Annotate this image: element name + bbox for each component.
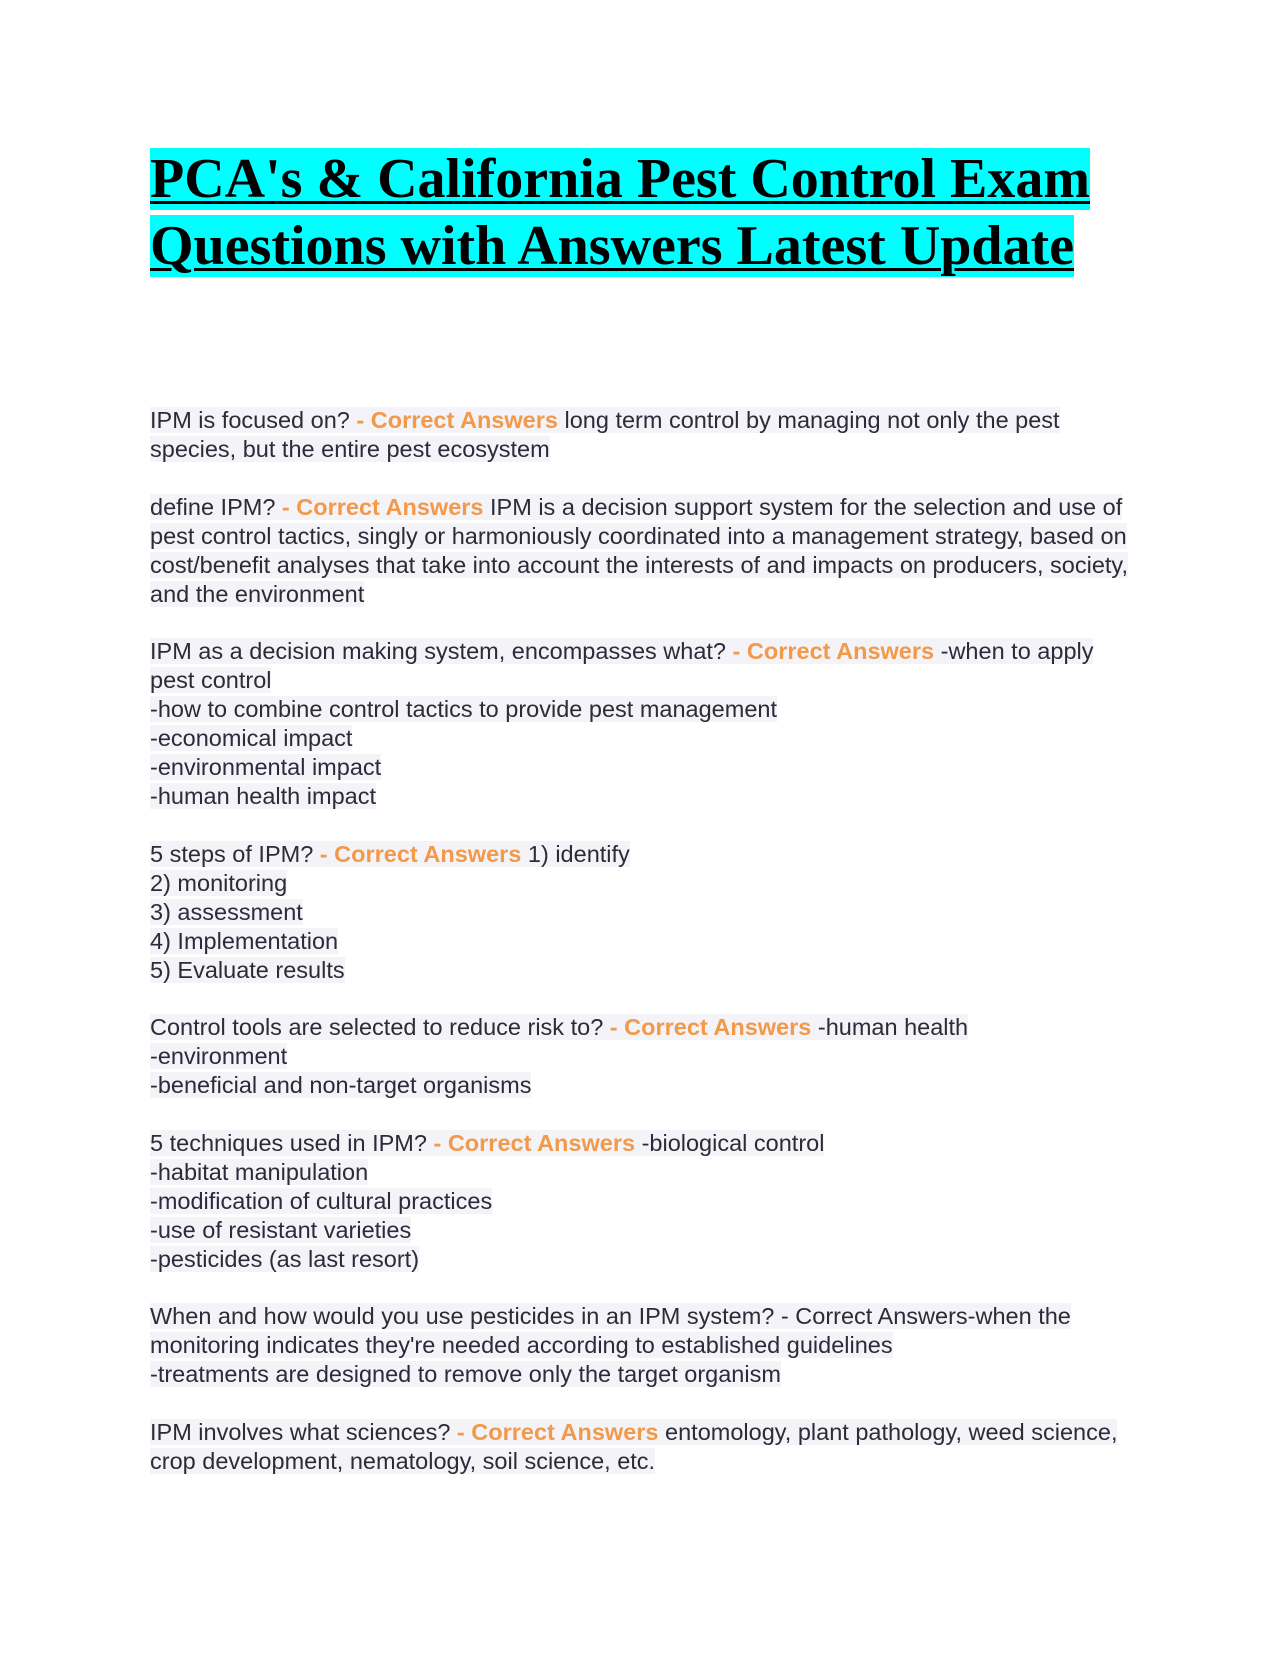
answer-line: 2) monitoring xyxy=(150,869,288,896)
question-text: Control tools are selected to reduce risk to? xyxy=(150,1014,604,1040)
answer-line: -beneficial and non-target organisms xyxy=(150,1072,532,1098)
question-text: When and how would you use pesticides in an IPM system? xyxy=(150,1303,775,1329)
question-text: IPM as a decision making system, encompasses what? xyxy=(150,638,727,664)
answer-line: -economical impact xyxy=(150,725,353,751)
answer-line: -environment xyxy=(150,1043,288,1069)
correct-answers-label: - Correct Answers xyxy=(774,1303,968,1329)
answer-line: long term control by managing not only the pest species, but the entire pest ecosystem xyxy=(150,407,1060,462)
correct-answers-label: - Correct Answers xyxy=(603,1014,818,1040)
qa-item xyxy=(150,840,1130,985)
qa-text xyxy=(150,1130,824,1272)
qa-item xyxy=(150,1013,1130,1100)
question-text: 5 steps of IPM? xyxy=(150,840,314,867)
answer-line: entomology, plant pathology, weed science, crop development, nematology, soil science, etc. xyxy=(150,1418,1118,1474)
qa-item xyxy=(150,1418,1130,1476)
correct-answers-label: - Correct Answers xyxy=(313,840,528,867)
question-text: IPM is focused on? xyxy=(150,407,350,433)
qa-item xyxy=(150,406,1130,464)
answer-line: 5) Evaluate results xyxy=(150,956,345,983)
answer-line: -when to apply pest control xyxy=(150,638,1094,693)
answer-line: -modification of cultural practices xyxy=(150,1187,493,1214)
answer-line: -use of resistant varieties xyxy=(150,1216,412,1243)
qa-item xyxy=(150,637,1130,811)
answer-line: -treatments are designed to remove only the target organism xyxy=(150,1361,781,1387)
answer-line: -environmental impact xyxy=(150,754,382,780)
document-title xyxy=(150,146,1150,280)
answer-line: 4) Implementation xyxy=(150,927,339,954)
qa-item xyxy=(150,1129,1130,1274)
qa-text xyxy=(150,841,630,983)
correct-answers-label: - Correct Answers xyxy=(726,638,941,664)
answer-line: -when the monitoring indicates they're needed according to established guidelines xyxy=(150,1303,1071,1358)
qa-text xyxy=(150,638,1093,809)
correct-answers-label: - Correct Answers xyxy=(450,1418,666,1445)
answer-line: -habitat manipulation xyxy=(150,1158,369,1185)
answer-line: IPM is a decision support system for the selection and use of pest control tactics, singly or harmoniously coordinated into a management strategy, based on cost/benefit analyses that take into account the interests of and impacts on producers, society, and the environment xyxy=(150,493,1128,607)
qa-item xyxy=(150,1302,1130,1389)
qa-list xyxy=(150,406,1130,1504)
answer-line: 3) assessment xyxy=(150,898,303,925)
qa-text xyxy=(150,1303,1071,1387)
correct-answers-label: - Correct Answers xyxy=(349,407,565,433)
document-title-text: PCA's & California Pest Control Exam Questions with Answers Latest Update xyxy=(150,148,1090,277)
correct-answers-label: - Correct Answers xyxy=(426,1129,642,1156)
qa-text xyxy=(150,1419,1117,1474)
answer-line: -human health xyxy=(817,1014,969,1040)
answer-line: -human health impact xyxy=(150,783,376,809)
correct-answers-label: - Correct Answers xyxy=(275,493,491,520)
answer-line: -biological control xyxy=(641,1129,825,1156)
question-text: IPM involves what sciences? xyxy=(150,1418,451,1445)
question-text: define IPM? xyxy=(150,493,276,520)
qa-text xyxy=(150,494,1128,607)
qa-text xyxy=(150,1014,968,1098)
question-text: 5 techniques used in IPM? xyxy=(150,1129,427,1156)
qa-item xyxy=(150,493,1130,609)
answer-line: -pesticides (as last resort) xyxy=(150,1245,420,1272)
answer-line: -how to combine control tactics to provide pest management xyxy=(150,696,777,722)
answer-line: 1) identify xyxy=(527,840,630,867)
qa-text xyxy=(150,407,1060,462)
